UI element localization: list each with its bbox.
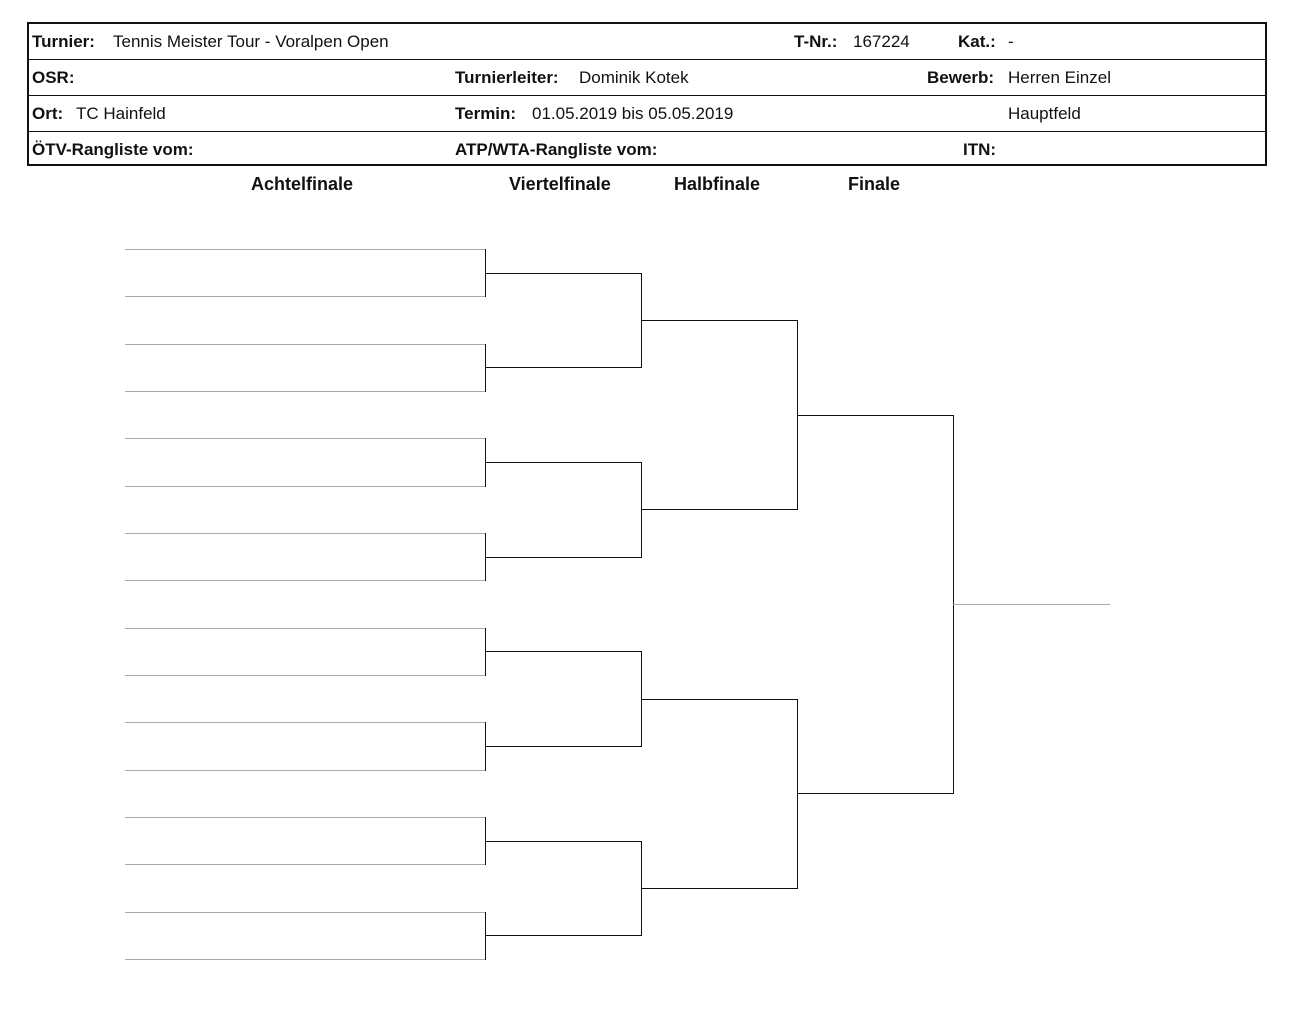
itn-label: ITN: bbox=[963, 140, 997, 159]
bracket-line bbox=[485, 746, 641, 747]
turnierleiter-label: Turnierleiter: bbox=[455, 68, 559, 87]
champion-line bbox=[953, 604, 1110, 605]
bracket-line bbox=[125, 675, 485, 676]
termin-label: Termin: bbox=[455, 104, 517, 123]
bracket-connector bbox=[797, 699, 798, 889]
bracket-line bbox=[797, 415, 953, 416]
feld-value: Hauptfeld bbox=[1008, 104, 1081, 123]
bracket-line bbox=[125, 628, 485, 629]
bracket-line bbox=[797, 793, 953, 794]
header-row-4 bbox=[29, 132, 1265, 168]
bracket-line bbox=[125, 864, 485, 865]
bracket-line bbox=[641, 509, 797, 510]
bracket-line bbox=[485, 367, 641, 368]
bracket-line bbox=[641, 699, 797, 700]
round-heading-3: Halbfinale bbox=[674, 174, 761, 194]
kat-label: Kat.: bbox=[958, 32, 996, 51]
ort-value: TC Hainfeld bbox=[76, 104, 166, 123]
bracket-line bbox=[125, 296, 485, 297]
bracket-line bbox=[485, 557, 641, 558]
bracket-line bbox=[125, 533, 485, 534]
round-heading-1: Achtelfinale bbox=[251, 174, 354, 194]
bracket-line bbox=[125, 817, 485, 818]
turnier-value: Tennis Meister Tour - Voralpen Open bbox=[113, 32, 389, 51]
bracket-line bbox=[485, 841, 641, 842]
header-row-2 bbox=[29, 60, 1265, 96]
bracket-line bbox=[641, 320, 797, 321]
bracket-line bbox=[125, 912, 485, 913]
bracket-line bbox=[125, 580, 485, 581]
bracket-line bbox=[125, 438, 485, 439]
kat-value: - bbox=[1008, 32, 1014, 51]
bewerb-label: Bewerb: bbox=[927, 68, 995, 87]
header-table bbox=[27, 22, 1267, 166]
bracket-line bbox=[125, 391, 485, 392]
bewerb-value: Herren Einzel bbox=[1008, 68, 1111, 87]
atp-label: ATP/WTA-Rangliste vom: bbox=[455, 140, 658, 159]
round-heading-4: Finale bbox=[848, 174, 901, 194]
round-heading-2: Viertelfinale bbox=[509, 174, 611, 194]
bracket-line bbox=[485, 935, 641, 936]
header-row-3 bbox=[29, 96, 1265, 132]
bracket-line bbox=[485, 273, 641, 274]
bracket-connector bbox=[485, 628, 486, 676]
oetv-label: ÖTV-Rangliste vom: bbox=[32, 140, 194, 159]
bracket-line bbox=[485, 462, 641, 463]
header-row-1 bbox=[29, 24, 1265, 60]
turnierleiter-value: Dominik Kotek bbox=[579, 68, 689, 87]
bracket-connector bbox=[485, 912, 486, 960]
turnier-label: Turnier: bbox=[32, 32, 95, 51]
tnr-value: 167224 bbox=[853, 32, 910, 51]
bracket-line bbox=[125, 770, 485, 771]
osr-label: OSR: bbox=[32, 68, 75, 87]
bracket-line bbox=[125, 344, 485, 345]
bracket-connector bbox=[485, 344, 486, 392]
bracket-line bbox=[485, 651, 641, 652]
bracket-line bbox=[125, 722, 485, 723]
bracket-line bbox=[125, 959, 485, 960]
bracket-connector bbox=[641, 462, 642, 558]
bracket-line bbox=[125, 249, 485, 250]
termin-value: 01.05.2019 bis 05.05.2019 bbox=[532, 104, 734, 123]
bracket-line bbox=[641, 888, 797, 889]
tnr-label: T-Nr.: bbox=[794, 32, 838, 51]
bracket-line bbox=[125, 486, 485, 487]
ort-label: Ort: bbox=[32, 104, 64, 123]
